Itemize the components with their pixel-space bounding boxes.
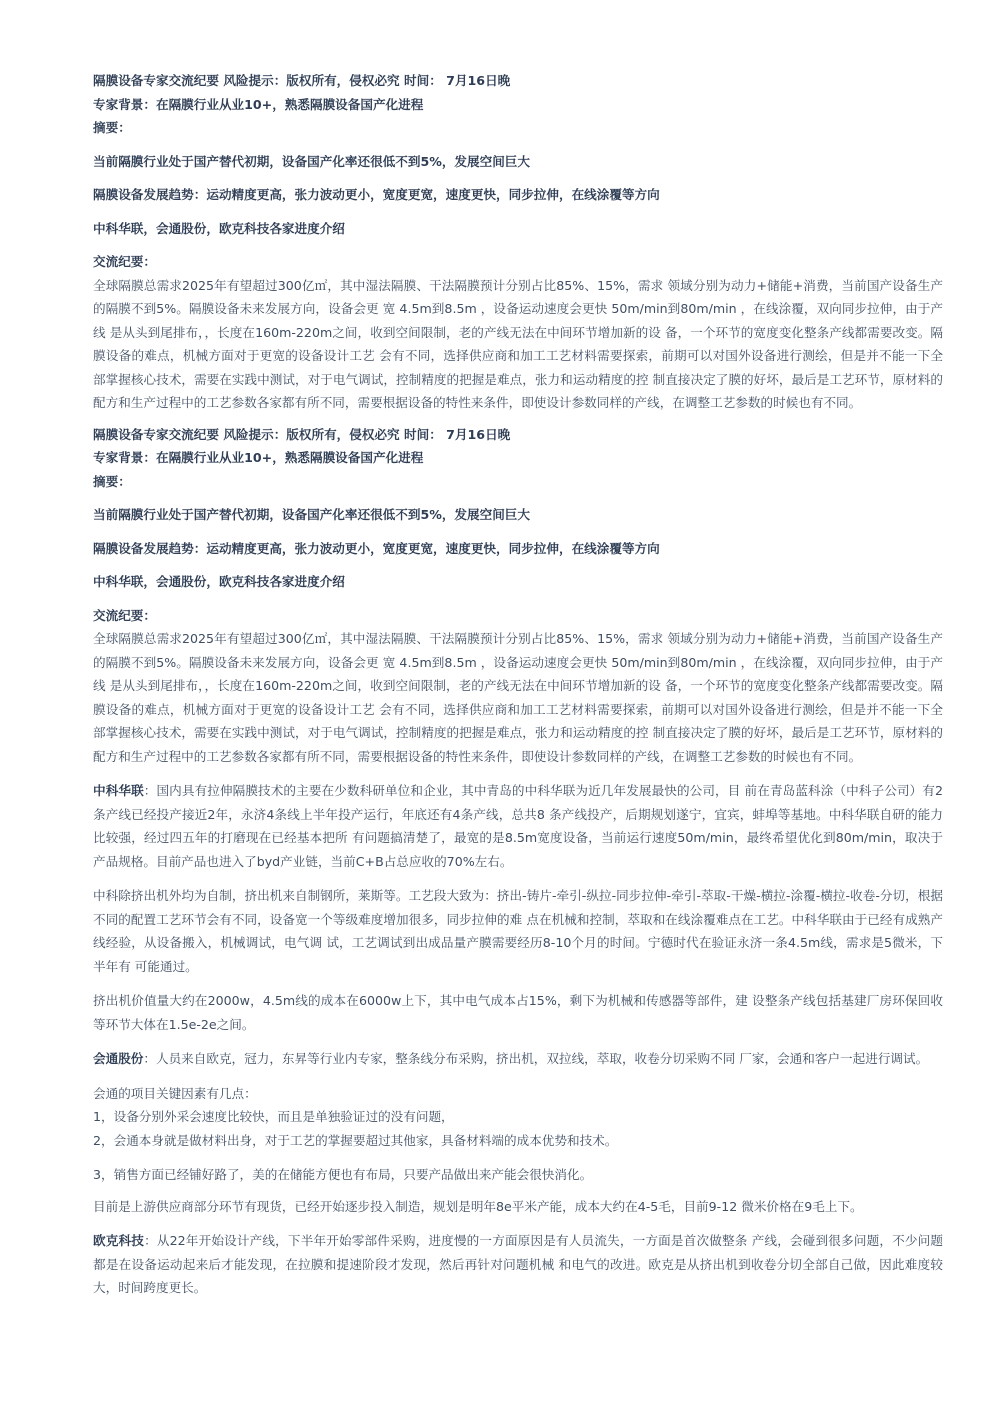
summary-point: 中科华联，会通股份，欧克科技各家进度介绍 — [93, 574, 345, 589]
summary-point: 中科华联，会通股份，欧克科技各家进度介绍 — [93, 220, 345, 236]
zkhl-paragraph-2: 中科除挤出机外均为自制，挤出机来自制钢所，莱斯等。工艺段大致为：挤出-铸片-牵引-纵拉-同步拉伸-牵引-萃取-干燥-横拉-涂覆-横拉-收卷-分切，根据不同的配置工艺环节会有不同，设备宽一个等级难度增加很多，同步拉伸的难 点在机械和控制，萃取和在线涂覆难点在工艺。中科华联由于已经有成熟产线经验，从设备搬入，机械调试，电气调 试，工艺调试到出成品量产膜需要经历8-10个月的时间。宁德时代在验证永济一条4.5m线，需求是5微米，下半年有 可能通过。 — [93, 888, 943, 974]
notes-label: 交流纪要： — [93, 607, 156, 623]
document-content — [93, 69, 943, 1300]
title-line: 隔膜设备专家交流纪要 风险提示：版权所有，侵权必究 时间： 7月16日晚 — [93, 73, 511, 88]
htgf-label: 会通股份 — [93, 1051, 144, 1066]
summary-point: 当前隔膜行业处于国产替代初期，设备国产化率还很低不到5%，发展空间巨大 — [93, 507, 530, 522]
zkhl-paragraph-3: 挤出机价值量大约在2000w，4.5m线的成本在6000w上下，其中电气成本占15%，剩下为机械和传感器等部件，建 设整条产线包括基建厂房环保回收等环节大体在1.5e-2e之间。 — [93, 993, 943, 1032]
htgf-factor-2: 2，会通本身就是做材料出身，对于工艺的掌握要超过其他家，具备材料端的成本优势和技术。 — [93, 1132, 618, 1148]
minutes-block-1 — [93, 69, 943, 415]
summary-point: 隔膜设备发展趋势：运动精度更高，张力波动更小，宽度更宽，速度更快，同步拉伸，在线涂覆等方向 — [93, 540, 660, 556]
summary-point: 隔膜设备发展趋势：运动精度更高，张力波动更小，宽度更宽，速度更快，同步拉伸，在线涂覆等方向 — [93, 187, 660, 202]
okkj-label: 欧克科技 — [93, 1233, 145, 1248]
notes-text: 全球隔膜总需求2025年有望超过300亿㎡，其中湿法隔膜、干法隔膜预计分别占比85%、15%，需求 领域分别为动力+储能+消费，当前国产设备生产的隔膜不到5%。隔膜设备未来发展方向，设备会更 宽 4.5m到8.5m ，设备运动速度会更快 50m/min到80m/min ，在线涂覆，双向同步拉伸，由于产线 是从头到尾排布，，长度在160m-220m之间，收到空间限制，老的产线无法在中间环节增加新的设 备，一个环节的宽度变化整条产线都需要改变。隔膜设备的难点，机械方面对于更宽的设备设计工艺 会有不同，选择供应商和加工工艺材料需要探索，前期可以对国外设备进行测绘，但是并不能一下全 部掌握核心技术，需要在实践中测试，对于电气调试，控制精度的把握是难点，张力和运动精度的控 制直接决定了膜的好坏，最后是工艺环节，原材料的配方和生产过程中的工艺参数各家都有所不同，需要根据设备的特性来条件，即使设计参数同样的产线，在调整工艺参数的时候也有不同。 — [93, 631, 943, 764]
company-htgf — [93, 1047, 943, 1218]
summary-label: 摘要： — [93, 473, 131, 489]
htgf-text-1: ：人员来自欧克，冠力，东昇等行业内专家，整条线分布采购，挤出机，双拉线，萃取，收卷分切采购不同 厂家，会通和客户一起进行调试。 — [143, 1051, 929, 1066]
okkj-paragraph-1 — [93, 1229, 943, 1300]
expert-background: 专家背景：在隔膜行业从业10+，熟悉隔膜设备国产化进程 — [93, 96, 424, 112]
expert-background: 专家背景：在隔膜行业从业10+，熟悉隔膜设备国产化进程 — [93, 450, 424, 465]
notes-text: 全球隔膜总需求2025年有望超过300亿㎡，其中湿法隔膜、干法隔膜预计分别占比85%、15%，需求 领域分别为动力+储能+消费，当前国产设备生产的隔膜不到5%。隔膜设备未来发展方向，设备会更 宽 4.5m到8.5m ，设备运动速度会更快 50m/min到80m/min ，在线涂覆，双向同步拉伸，由于产线 是从头到尾排布，，长度在160m-220m之间，收到空间限制，老的产线无法在中间环节增加新的设 备，一个环节的宽度变化整条产线都需要改变。隔膜设备的难点，机械方面对于更宽的设备设计工艺 会有不同，选择供应商和加工工艺材料需要探索，前期可以对国外设备进行测绘，但是并不能一下全 部掌握核心技术，需要在实践中测试，对于电气调试，控制精度的把握是难点，张力和运动精度的控 制直接决定了膜的好坏，最后是工艺环节，原材料的配方和生产过程中的工艺参数各家都有所不同，需要根据设备的特性来条件，即使设计参数同样的产线，在调整工艺参数的时候也有不同。 — [93, 277, 943, 410]
summary-label: 摘要： — [93, 120, 131, 135]
notes-label: 交流纪要： — [93, 254, 156, 269]
htgf-paragraph-1 — [93, 1047, 943, 1071]
summary-point: 当前隔膜行业处于国产替代初期，设备国产化率还很低不到5%，发展空间巨大 — [93, 153, 530, 169]
zkhl-label: 中科华联 — [93, 783, 144, 798]
htgf-factor-1: 1，设备分别外采会速度比较快，而且是单独验证过的没有问题， — [93, 1109, 454, 1124]
zkhl-paragraph-1 — [93, 779, 943, 873]
company-zkhl — [93, 779, 943, 1036]
minutes-block-2 — [93, 423, 943, 769]
company-okkj — [93, 1229, 943, 1300]
htgf-paragraph-2: 目前是上游供应商部分环节有现货，已经开始逐步投入制造，规划是明年8e平米产能，成本大约在4-5毛，目前9-12 微米价格在9毛上下。 — [93, 1198, 863, 1214]
htgf-factors-intro: 会通的项目关键因素有几点： — [93, 1085, 257, 1101]
title-line: 隔膜设备专家交流纪要 风险提示：版权所有，侵权必究 时间： 7月16日晚 — [93, 426, 511, 442]
zkhl-text-1: ：国内具有拉伸隔膜技术的主要在少数科研单位和企业，其中青岛的中科华联为近几年发展最快的公司，目 前在青岛蓝科涂（中科子公司）有2条产线已经投产接近2年，永济4条线上半年投产运行，年底还有4条产线，总共8 条产线投产，后期规划遂宁，宜宾，蚌埠等基地。中科华联自研的能力比较强，经过四五年的打磨现在已经基本把所 有问题搞清楚了，最宽的是8.5m宽度设备，当前运行速度50m/min，最终希望优化到80m/min，取决于产品规格。目前产品也进入了byd产业链，当前C+B占总应收的70%左右。 — [93, 783, 943, 869]
htgf-factor-3: 3，销售方面已经铺好路了，美的在储能方便也有布局，只要产品做出来产能会很快消化。 — [93, 1167, 593, 1182]
okkj-text-1: ：从22年开始设计产线，下半年开始零部件采购，进度慢的一方面原因是有人员流失，一方面是首次做整条 产线，会碰到很多问题，不少问题都是在设备运动起来后才能发现，在拉膜和提速阶段才发现，然后再针对问题机械 和电气的改进。欧克是从挤出机到收卷分切全部自己做，因此难度较大，时间跨度更长。 — [93, 1233, 944, 1295]
